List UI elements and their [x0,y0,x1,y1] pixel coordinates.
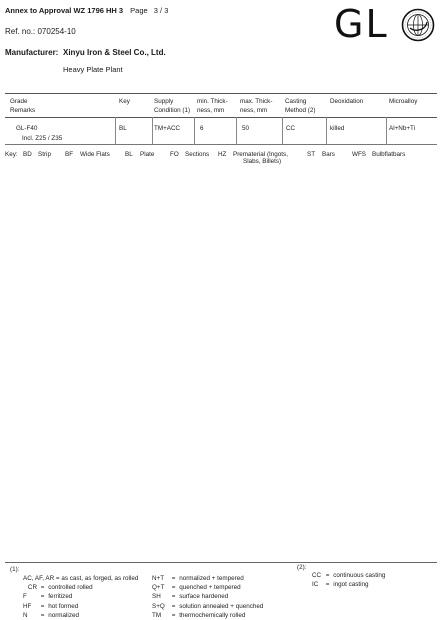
fn-code: Q+T [152,584,165,592]
fn-row [152,611,263,620]
footnote-rule [5,562,437,563]
fn-code: S+Q [152,602,165,610]
cell-casting-method: CC [286,125,296,132]
key-desc: Wide Flats [80,151,110,158]
fn-eq: = [325,572,330,579]
column-header-deoxidation: Deoxidation [330,98,364,105]
casting-header-line2: Method (2) [285,106,316,114]
fn-desc: quenched + tempered [179,584,241,592]
table-top-rule [5,93,437,94]
fn-row [152,574,263,583]
column-header-key: Key [119,98,130,105]
table-header-rule [5,117,437,118]
cell-grade: GL-F40 [16,125,38,132]
fn-eq: = [171,575,176,582]
col-divider [236,117,237,144]
fn-desc: thermochemically rolled [179,611,246,619]
fn-row [23,602,138,611]
supply-header-line1: Supply [154,98,174,105]
fn-eq: = [55,575,60,582]
fn-row [23,574,138,583]
fn-eq: = [40,584,45,592]
fn-eq: = [171,593,176,601]
fn-code: CC [312,572,322,579]
plant-name: Heavy Plate Plant [63,65,123,74]
fn-desc: controlled rolled [48,584,93,592]
key-desc: Bulbflatbars [372,151,406,158]
fn-code: SH [152,593,161,601]
page-label: Page [130,6,148,15]
fn-desc: ferritized [48,593,73,601]
key-desc: Strip [38,151,51,158]
fn-row [23,583,138,592]
reference-line [5,27,76,36]
key-legend-label: Key: [5,151,18,158]
globe-seal-icon [401,8,435,42]
fn-code: TM [152,611,162,619]
footnote-2-label: (2): [297,564,307,571]
key-desc [233,151,288,165]
max-header-line2: ness, mm [240,106,268,114]
fn-row [152,592,263,601]
annex-title: Annex to Approval WZ 1796 HH 3 [5,6,124,15]
fn-eq: = [171,584,176,592]
ref-label: Ref. no.: [5,27,36,36]
fn-eq: = [40,602,45,610]
cell-deoxidation: killed [330,125,345,132]
max-header-line1: max. Thick- [240,98,273,105]
grade-header: Grade [10,98,28,105]
fn-row [23,611,138,620]
fn-desc: normalized + tempered [179,575,244,582]
ref-number: 070254-10 [37,27,76,36]
fn-row [312,571,385,580]
fn-desc: solution annealed + quenched [179,602,264,610]
fn-desc: surface hardened [179,593,229,601]
fn-code: CR [27,584,37,592]
column-header-grade [10,98,35,115]
col-divider [282,117,283,144]
supply-header-line2: Condition (1) [154,106,191,114]
col-divider [152,117,153,144]
fn-desc: hot formed [48,602,79,610]
fn-code: IC [312,581,319,589]
footnote-col1-codes [23,574,138,620]
footnote-1-label: (1): [10,566,20,573]
cell-max-thickness: 50 [242,125,250,132]
fn-desc: ingot casting [333,581,369,589]
footnote-col2 [152,574,263,620]
casting-header-line1: Casting [285,98,307,105]
key-code: HZ [218,151,227,158]
cell-remarks: Incl. Z25 / Z35 [22,135,63,142]
key-desc-line2: Slabs, Billets) [243,158,282,165]
remarks-header: Remarks [10,106,36,114]
logo-text: GL [334,2,389,46]
key-code: BF [65,151,74,158]
column-header-casting [285,98,315,115]
fn-code: N [23,611,28,619]
page-number: 3 / 3 [153,6,169,15]
column-header-min-thickness [197,98,228,115]
column-header-max-thickness [240,98,272,115]
min-header-line2: ness, mm [197,106,225,114]
fn-eq: = [171,602,176,610]
column-header-microalloy: Microalloy [389,98,418,105]
fn-desc: as cast, as forged, as rolled [61,575,139,582]
cell-key: BL [119,125,127,132]
fn-code: AC, AF, AR [23,575,55,582]
manufacturer-label: Manufacturer: [5,48,59,57]
cell-min-thickness: 6 [200,125,204,132]
table-bottom-rule [5,144,437,145]
fn-row [152,583,263,592]
key-desc: Sections [185,151,210,158]
min-header-line1: min. Thick- [197,98,228,105]
fn-row [152,602,263,611]
fn-row [312,580,385,589]
fn-eq: = [40,593,45,601]
col-divider [115,117,116,144]
column-header-supply [154,98,190,115]
key-code: BL [125,151,133,158]
fn-desc: continuous casting [333,572,386,579]
manufacturer-name: Xinyu Iron & Steel Co., Ltd. [63,48,166,57]
key-desc-line1: Prematerial (Ingots, [233,151,288,158]
key-desc: Bars [322,151,335,158]
col-divider [326,117,327,144]
key-code: ST [307,151,316,158]
gl-logo [334,2,438,48]
annex-title-line [5,6,168,15]
fn-desc: normalized [48,611,79,619]
cell-microalloy: Al+Nb+Ti [389,125,416,132]
col-divider [386,117,387,144]
key-code: BD [23,151,32,158]
key-desc: Plate [140,151,155,158]
fn-eq: = [171,611,176,619]
fn-eq: = [325,581,330,589]
key-code: WFS [352,151,366,158]
footnote-col3 [312,571,385,589]
fn-row [23,592,138,601]
col-divider [194,117,195,144]
fn-code: F [23,593,27,601]
key-code: FO [170,151,179,158]
cell-supply-condition: TM+ACC [154,125,181,132]
fn-code: HF [23,602,32,610]
fn-code: N+T [152,575,165,582]
fn-eq: = [40,611,45,619]
